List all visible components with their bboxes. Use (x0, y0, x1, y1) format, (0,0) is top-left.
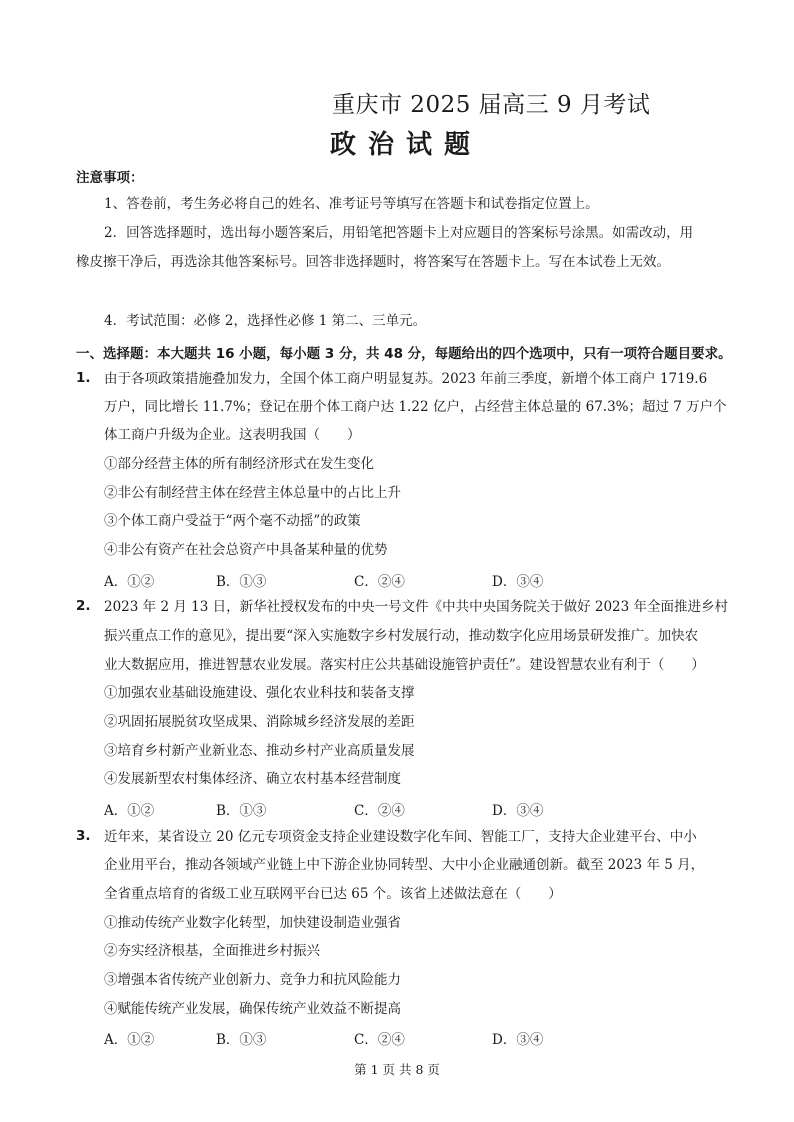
question-3-item-4: ④赋能传统产业发展，确保传统产业效益不断提高 (104, 1001, 401, 1017)
exam-subject: 政治试题 (330, 130, 483, 160)
notice-line-3: 橡皮擦干净后，再选涂其他答案标号。回答非选择题时，将答案写在答题卡上。写在本试卷上无效。 (76, 254, 670, 270)
notice-line-1: 1、答卷前，考生务必将自己的姓名、准考证号等填写在答题卡和试卷指定位置上。 (104, 196, 599, 212)
question-1-option-b[interactable]: B．①③ (216, 574, 267, 590)
question-1-option-d[interactable]: D．③④ (492, 574, 544, 590)
question-1-number: 1. (76, 370, 91, 386)
notice-heading: 注意事项： (76, 170, 144, 186)
question-1-stem-2: 万户，同比增长 11.7%；登记在册个体工商户达 1.22 亿户，占经营主体总量的 67.3%；超过 7 万户个 (104, 399, 727, 415)
question-1-option-c[interactable]: C．②④ (354, 574, 405, 590)
question-3-option-d[interactable]: D．③④ (492, 1032, 544, 1048)
question-1-item-4: ④非公有资产在社会总资产中具备某种量的优势 (104, 542, 388, 558)
question-3-item-3: ③增强本省传统产业创新力、竞争力和抗风险能力 (104, 972, 401, 988)
question-1-option-a[interactable]: A．①② (104, 574, 155, 590)
question-3-item-1: ①推动传统产业数字化转型，加快建设制造业强省 (104, 915, 401, 931)
notice-line-4: 4．考试范围：必修 2，选择性必修 1 第二、三单元。 (104, 313, 427, 329)
notice-line-2: 2．回答选择题时，选出每小题答案后，用铅笔把答题卡上对应题目的答案标号涂黑。如需改动，用 (104, 225, 694, 241)
question-1-item-1: ①部分经营主体的所有制经济形式在发生变化 (104, 456, 374, 472)
section-heading: 一、选择题：本大题共 16 小题，每小题 3 分，共 48 分，每题给出的四个选项中，只有一项符合题目要求。 (76, 346, 732, 362)
question-2-item-4: ④发展新型农村集体经济、确立农村基本经营制度 (104, 771, 401, 787)
question-2-item-1: ①加强农业基础设施建设、强化农业科技和装备支撑 (104, 685, 415, 701)
question-2-option-d[interactable]: D．③④ (492, 803, 544, 819)
question-1-item-3: ③个体工商户受益于“两个毫不动摇”的政策 (104, 513, 361, 529)
question-3-stem-2: 企业用平台，推动各领域产业链上中下游企业协同转型、大中小企业融通创新。截至 2023 年 5 月， (104, 857, 705, 873)
exam-title: 重庆市 2025 届高三 9 月考试 (332, 92, 651, 118)
question-1-stem-1: 由于各项政策措施叠加发力，全国个体工商户明显复苏。2023 年前三季度，新增个体工商户 1719.6 (104, 371, 708, 387)
question-2-stem-2: 振兴重点工作的意见》，提出要“深入实施数字乡村发展行动，推动数字化应用场景研发推广。加快农 (104, 628, 699, 644)
question-3-item-2: ②夯实经济根基，全面推进乡村振兴 (104, 943, 320, 959)
question-3-stem-1: 近年来，某省设立 20 亿元专项资金支持企业建设数字化车间、智能工厂，支持大企业建平台、中小 (104, 829, 697, 845)
question-2-number: 2. (76, 598, 91, 614)
page-footer: 第 1 页 共 8 页 (354, 1062, 440, 1077)
question-3-option-b[interactable]: B．①③ (216, 1032, 267, 1048)
question-2-item-2: ②巩固拓展脱贫攻坚成果、消除城乡经济发展的差距 (104, 714, 415, 730)
question-2-item-3: ③培育乡村新产业新业态、推动乡村产业高质量发展 (104, 743, 415, 759)
question-3-option-a[interactable]: A．①② (104, 1032, 155, 1048)
question-3-number: 3. (76, 828, 91, 844)
question-1-item-2: ②非公有制经营主体在经营主体总量中的占比上升 (104, 485, 401, 501)
question-1-stem-3: 体工商户升级为企业。这表明我国（ ） (104, 427, 361, 443)
question-2-stem-3: 业大数据应用，推进智慧农业发展。落实村庄公共基础设施管护责任”。建设智慧农业有利于（ ） (104, 657, 705, 673)
question-3-option-c[interactable]: C．②④ (354, 1032, 405, 1048)
question-2-option-b[interactable]: B．①③ (216, 803, 267, 819)
question-2-option-a[interactable]: A．①② (104, 803, 155, 819)
question-2-stem-1: 2023 年 2 月 13 日，新华社授权发布的中央一号文件《中共中央国务院关于做好 2023 年全面推进乡村 (104, 599, 729, 615)
question-3-stem-3: 全省重点培育的省级工业互联网平台已达 65 个。该省上述做法意在（ ） (104, 886, 562, 902)
question-2-option-c[interactable]: C．②④ (354, 803, 405, 819)
